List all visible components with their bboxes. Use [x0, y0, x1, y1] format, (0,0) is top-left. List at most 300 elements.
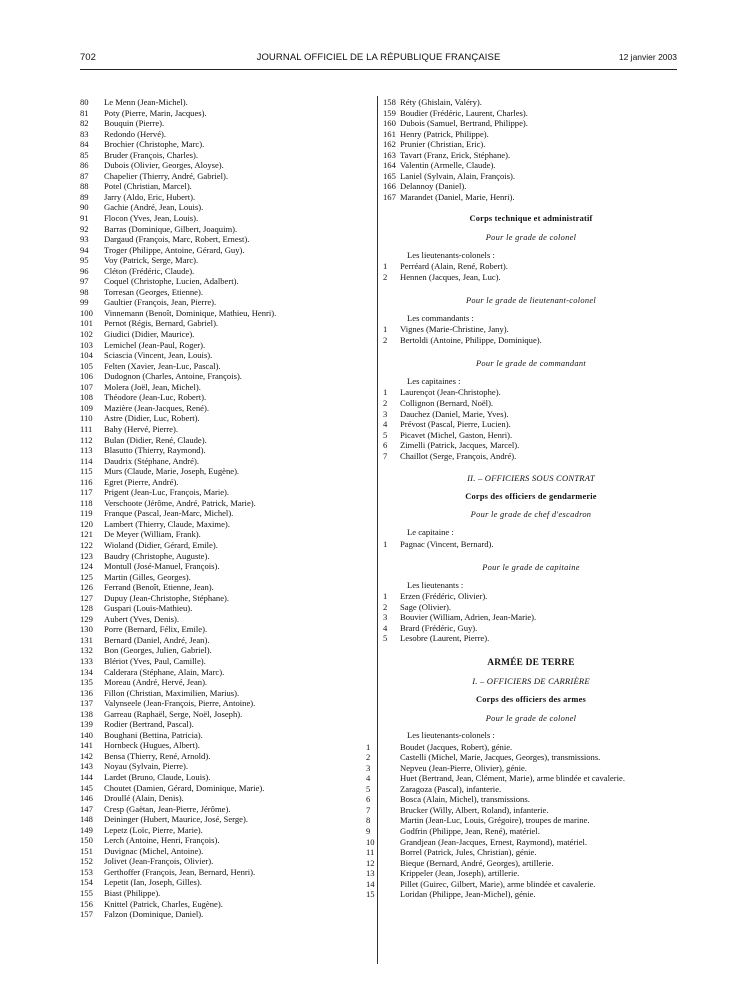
list-item-name: Borrel (Patrick, Jules, Christian), génie.: [400, 847, 537, 858]
list-item-number: 149: [80, 824, 93, 835]
list-item-name: Cléton (Frédéric, Claude).: [104, 265, 195, 276]
right-column: [366, 97, 679, 900]
list-item-name: Wioland (Didier, Gérard, Emile).: [104, 539, 218, 550]
list-item-number: 6: [366, 794, 371, 805]
list-item-name: Felten (Xavier, Jean-Luc, Pascal).: [104, 360, 221, 371]
list-item: [80, 466, 370, 477]
list-item-number: 154: [80, 877, 93, 888]
list-item-number: 147: [80, 803, 93, 814]
list-item: [80, 540, 370, 551]
list-item: [80, 213, 370, 224]
list-item: [383, 623, 679, 634]
list-item-name: Pagnac (Vincent, Bernard).: [400, 538, 494, 549]
list-item: [80, 371, 370, 382]
list-item: [80, 561, 370, 572]
column-divider: [377, 96, 378, 964]
list-item-number: 118: [80, 497, 93, 508]
list-item-number: 115: [80, 466, 93, 477]
list-item-number: 99: [80, 297, 89, 308]
list-item-number: 129: [80, 613, 93, 624]
list-item-number: 107: [80, 381, 93, 392]
list-item-name: Nepveu (Jean-Pierre, Olivier), génie.: [400, 762, 527, 773]
list-item: [383, 409, 679, 420]
list-item: [366, 878, 679, 890]
list-item-number: 121: [80, 529, 93, 540]
list-item-number: 3: [366, 762, 371, 773]
list-item-number: 9: [366, 825, 371, 836]
list-item: [383, 602, 679, 613]
list-item-name: Lemichel (Jean-Paul, Roger).: [104, 339, 206, 350]
list-sc-chef-escadron: [383, 539, 679, 550]
list-item-name: Castelli (Michel, Marie, Jacques, Georges), transmissions.: [400, 752, 601, 763]
list-item-name: Le Menn (Jean-Michel).: [104, 97, 188, 107]
list-item-name: Bieque (Bernard, André, Georges), artillerie.: [400, 857, 554, 868]
list-item-number: 7: [366, 804, 371, 815]
list-item-number: 134: [80, 666, 93, 677]
list-item: [80, 614, 370, 625]
list-item-number: 4: [366, 773, 371, 784]
list-item: [80, 793, 370, 804]
list-item-number: 151: [80, 845, 93, 856]
list-item-name: Molera (Joël, Jean, Michel).: [104, 381, 201, 392]
list-item: [80, 192, 370, 203]
list-item-number: 4: [383, 622, 388, 633]
list-item-name: Porre (Bernard, Félix, Emile).: [104, 624, 208, 635]
list-item: [80, 129, 370, 140]
list-item: [366, 773, 679, 784]
section-heading-gendarmerie: Corps des officiers de gendarmerie: [465, 491, 597, 501]
list-item-name: Gachie (André, Jean, Louis).: [104, 202, 204, 213]
list-item-name: Astre (Didier, Luc, Robert).: [104, 413, 200, 424]
list-item-name: Poty (Pierre, Marin, Jacques).: [104, 107, 207, 118]
list-item-number: 143: [80, 761, 93, 772]
list-item-number: 12: [366, 857, 375, 868]
list-item-name: Troger (Philippe, Antoine, Gérard, Guy).: [104, 244, 245, 255]
list-item-name: Calderara (Stéphane, Alain, Marc).: [104, 666, 225, 677]
list-item-number: 7: [383, 450, 388, 461]
list-item-name: Deininger (Hubert, Maurice, José, Serge).: [104, 814, 248, 825]
list-item-name: Dubois (Olivier, Georges, Aloyse).: [104, 160, 224, 171]
list-item: [383, 324, 679, 335]
grade-heading-commandant: Pour le grade de commandant: [476, 359, 586, 369]
list-item-name: Montull (José-Manuel, François).: [104, 561, 220, 572]
list-item-number: 138: [80, 708, 93, 719]
list-item-name: Laniel (Sylvain, Alain, François).: [400, 170, 516, 181]
list-item-name: Prigent (Jean-Luc, François, Marie).: [104, 487, 230, 498]
list-item: [80, 740, 370, 751]
list-item: [80, 245, 370, 256]
list-item-number: 101: [80, 318, 93, 329]
list-item-name: Boudier (Frédéric, Laurent, Charles).: [400, 107, 528, 118]
list-item: [80, 139, 370, 150]
list-item: [80, 498, 370, 509]
page-number: 702: [80, 52, 96, 63]
list-item: [80, 603, 370, 614]
list-item: [80, 519, 370, 530]
list-item-number: 2: [383, 271, 388, 282]
list-item-name: Gerthoffer (François, Jean, Bernard, Henri).: [104, 866, 256, 877]
list-item-number: 100: [80, 307, 93, 318]
list-item-number: 14: [366, 878, 375, 889]
list-item-number: 127: [80, 592, 93, 603]
list-item-name: Loridan (Philippe, Jean-Michel), génie.: [400, 889, 536, 900]
list-item: [383, 181, 679, 192]
list-item-number: 112: [80, 434, 93, 445]
list-item: [383, 261, 679, 272]
list-item-name: Martin (Jean-Luc, Louis, Grégoire), troupes de marine.: [400, 815, 590, 826]
list-item-name: Brard (Frédéric, Guy).: [400, 622, 478, 633]
list-item-number: 97: [80, 276, 89, 287]
list-item-name: Potel (Christian, Marcel).: [104, 181, 192, 192]
list-item: [366, 762, 679, 774]
list-item-name: Bahy (Hervé, Pierre).: [104, 423, 178, 434]
list-item: [383, 335, 679, 346]
list-item-name: Zaragoza (Pascal), infanterie.: [400, 783, 502, 794]
list-item: [80, 761, 370, 772]
list-item-number: 2: [383, 601, 388, 612]
list-item-number: 142: [80, 750, 93, 761]
list-item-number: 131: [80, 634, 93, 645]
list-item: [80, 392, 370, 403]
list-item-number: 13: [366, 868, 375, 879]
section-title-officiers-carriere: I. – OFFICIERS DE CARRIÈRE: [472, 676, 590, 687]
list-item-number: 156: [80, 898, 93, 909]
list-item: [383, 440, 679, 451]
list-item-name: Egret (Pierre, André).: [104, 476, 179, 487]
list-item: [80, 266, 370, 277]
list-item-name: De Meyer (William, Frank).: [104, 529, 201, 540]
list-item-name: Torresan (Georges, Etienne).: [104, 286, 203, 297]
list-sc-capitaine: [383, 591, 679, 644]
list-item-number: 1: [383, 591, 388, 602]
list-item: [383, 591, 679, 602]
list-item-name: Redondo (Hervé).: [104, 128, 167, 139]
list-item-name: Lepetz (Loïc, Pierre, Marie).: [104, 824, 203, 835]
list-item: [383, 419, 679, 430]
list-item: [383, 150, 679, 161]
list-item: [80, 719, 370, 730]
list-item-name: Lardet (Bruno, Claude, Louis).: [104, 772, 211, 782]
list-item-name: Bouvier (William, Adrien, Jean-Marie).: [400, 612, 537, 623]
list-item-name: Huet (Bertrand, Jean, Clément, Marie), arme blindée et cavalerie.: [400, 773, 626, 784]
list-item-number: 161: [383, 128, 396, 139]
list-item: [80, 698, 370, 709]
list-item-name: Théodore (Jean-Luc, Robert).: [104, 392, 207, 403]
list-item-name: Aubert (Yves, Denis).: [104, 613, 180, 624]
list-item-name: Lambert (Thierry, Claude, Maxime).: [104, 518, 230, 529]
list-item-number: 166: [383, 181, 396, 192]
list-item-number: 86: [80, 160, 89, 171]
list-item-number: 136: [80, 687, 93, 698]
list-item-number: 133: [80, 655, 93, 666]
list-item: [80, 867, 370, 878]
list-item: [80, 456, 370, 467]
list-item: [80, 624, 370, 635]
list-item: [80, 276, 370, 287]
list-item-name: Godfrin (Philippe, Jean, René), matériel.: [400, 825, 540, 836]
list-item-name: Réty (Ghislain, Valéry).: [400, 97, 482, 107]
list-item-number: 158: [383, 97, 396, 107]
list-item-number: 145: [80, 782, 93, 793]
list-item: [383, 139, 679, 150]
list-item: [366, 815, 679, 826]
list-lead: Les capitaines :: [407, 375, 461, 386]
list-item-number: 132: [80, 645, 93, 656]
list-item-name: Gaultier (François, Jean, Pierre).: [104, 297, 217, 308]
grade-heading-colonel-terre: Pour le grade de colonel: [485, 713, 577, 723]
list-lead: Le capitaine :: [407, 526, 454, 537]
list-item-name: Bouquin (Pierre).: [104, 118, 165, 129]
list-item: [383, 108, 679, 119]
list-item: [80, 181, 370, 192]
list-item-number: 91: [80, 213, 89, 224]
list-item: [80, 424, 370, 435]
list-item: [80, 150, 370, 161]
list-item-name: Valynseele (Jean-François, Pierre, Antoine).: [104, 698, 256, 709]
list-item: [383, 118, 679, 129]
list-item: [366, 857, 679, 869]
list-item-number: 120: [80, 518, 93, 529]
list-item-number: 98: [80, 286, 89, 297]
list-item: [366, 741, 679, 753]
list-item-number: 135: [80, 677, 93, 688]
list-item-number: 89: [80, 191, 89, 202]
list-item-name: Bulan (Didier, René, Claude).: [104, 434, 207, 445]
section-heading-officiers-armes: Corps des officiers des armes: [475, 694, 586, 704]
list-item-name: Franque (Pascal, Jean-Marc, Michel).: [104, 508, 234, 519]
list-item: [383, 451, 679, 462]
list-item: [80, 709, 370, 720]
list-item: [80, 445, 370, 456]
list-item-name: Lerch (Antoine, Henri, François).: [104, 835, 220, 846]
list-item-name: Baudry (Christophe, Auguste).: [104, 550, 210, 561]
list-item: [80, 825, 370, 836]
list-item-name: Picavet (Michel, Gaston, Henri).: [400, 429, 513, 440]
list-item-name: Fillon (Christian, Maximilien, Marius).: [104, 687, 240, 698]
section-title-armee-de-terre: ARMÉE DE TERRE: [487, 657, 575, 668]
list-item: [80, 856, 370, 867]
list-item-number: 96: [80, 265, 89, 276]
list-item-name: Cresp (Gaëtan, Jean-Pierre, Jérôme).: [104, 803, 231, 814]
list-item-number: 8: [366, 815, 371, 826]
list-item-name: Ferrand (Benoît, Etienne, Jean).: [104, 582, 214, 593]
list-item: [383, 633, 679, 644]
list-item: [80, 435, 370, 446]
list-item-number: 113: [80, 445, 93, 456]
list-item: [80, 361, 370, 372]
list-item: [80, 593, 370, 604]
list-item-number: 11: [366, 847, 375, 858]
list-item: [80, 645, 370, 656]
list-item-number: 152: [80, 856, 93, 867]
list-item-number: 140: [80, 729, 93, 740]
list-item-name: Dargaud (François, Marc, Robert, Ernest).: [104, 234, 250, 245]
grade-heading-capitaine: Pour le grade de capitaine: [482, 563, 580, 573]
list-item-name: Collignon (Bernard, Noël).: [400, 398, 494, 409]
list-item-number: 88: [80, 181, 89, 192]
list-item-number: 123: [80, 550, 93, 561]
list-item: [80, 97, 370, 108]
list-item-number: 165: [383, 170, 396, 181]
list-item: [80, 413, 370, 424]
list-item-number: 5: [383, 633, 388, 644]
list-item-number: 157: [80, 909, 93, 920]
list-item-number: 124: [80, 561, 93, 572]
list-item-name: Brochier (Christophe, Marc).: [104, 139, 205, 150]
list-item: [383, 539, 679, 550]
list-item-name: Knittel (Patrick, Charles, Eugène).: [104, 898, 223, 909]
list-lead: Les lieutenants-colonels :: [407, 249, 495, 260]
section-heading-corps-technique: Corps technique et administratif: [469, 214, 593, 224]
list-item-number: 15: [366, 889, 375, 900]
list-item: [366, 847, 679, 858]
list-item-name: Garreau (Raphaël, Serge, Noël, Joseph).: [104, 708, 243, 719]
list-item: [80, 846, 370, 857]
list-item-name: Giudici (Didier, Maurice).: [104, 329, 195, 340]
list-item-name: Rodier (Bertrand, Pascal).: [104, 719, 194, 730]
list-item: [80, 171, 370, 182]
list-item: [80, 318, 370, 329]
list-item: [366, 783, 679, 795]
list-item-name: Mazière (Jean-Jacques, René).: [104, 402, 209, 413]
list-item-name: Lesobre (Laurent, Pierre).: [400, 633, 490, 644]
list-item-number: 1: [383, 324, 388, 335]
list-item-number: 83: [80, 128, 89, 139]
list-item-number: 80: [80, 97, 89, 107]
list-item-name: Valentin (Armelle, Claude).: [400, 160, 496, 171]
section-title-sous-contrat: II. – OFFICIERS SOUS CONTRAT: [467, 473, 595, 484]
list-item-name: Coquel (Christophe, Lucien, Adalbert).: [104, 276, 239, 287]
list-ct-commandant: [383, 387, 679, 461]
list-item-number: 111: [80, 423, 93, 434]
list-item-name: Dudognon (Charles, Antoine, François).: [104, 371, 242, 382]
list-item-number: 108: [80, 392, 93, 403]
list-item: [80, 403, 370, 414]
list-item: [383, 171, 679, 182]
list-item-name: Moreau (André, Hervé, Jean).: [104, 677, 208, 688]
list-item-number: 105: [80, 360, 93, 371]
list-item-number: 3: [383, 612, 388, 623]
list-ct-lieutenant-colonel: [383, 324, 679, 345]
list-item-number: 153: [80, 866, 93, 877]
list-item: [383, 387, 679, 398]
list-item-name: Prunier (Christian, Eric).: [400, 139, 486, 150]
header-rule: [80, 69, 677, 70]
list-item: [80, 909, 370, 920]
list-item: [80, 814, 370, 825]
list-terre-colonel: [366, 741, 679, 900]
list-item-name: Perréard (Alain, René, Robert).: [400, 261, 508, 272]
list-item-name: Choutet (Damien, Gérard, Dominique, Marie).: [104, 782, 265, 793]
list-item-number: 163: [383, 149, 396, 160]
list-item-number: 1: [366, 741, 371, 752]
list-item: [383, 129, 679, 140]
left-column: [80, 97, 370, 920]
list-item: [366, 804, 679, 816]
list-item: [80, 677, 370, 688]
list-lead: Les lieutenants-colonels :: [407, 730, 495, 741]
list-item-name: Flocon (Yves, Jean, Louis).: [104, 213, 199, 224]
list-item: [80, 224, 370, 235]
list-item-number: 84: [80, 139, 89, 150]
list-item-number: 146: [80, 793, 93, 804]
list-item-name: Noyau (Sylvain, Pierre).: [104, 761, 189, 772]
list-item-name: Pernot (Régis, Bernard, Gabriel).: [104, 318, 219, 329]
list-item-number: 1: [383, 538, 388, 549]
list-item-number: 106: [80, 371, 93, 382]
list-item: [80, 899, 370, 910]
list-item-number: 122: [80, 539, 93, 550]
list-item: [80, 202, 370, 213]
list-item-name: Pillet (Guirec, Gilbert, Marie), arme blindée et cavalerie.: [400, 878, 596, 889]
list-item-number: 92: [80, 223, 89, 234]
list-item: [383, 430, 679, 441]
list-item-number: 155: [80, 888, 93, 899]
list-item-number: 90: [80, 202, 89, 213]
list-item-name: Jolivet (Jean-François, Olivier).: [104, 856, 214, 867]
list-item: [80, 551, 370, 562]
list-item: [80, 783, 370, 794]
list-item-name: Laurençot (Jean-Christophe).: [400, 387, 501, 398]
list-item: [80, 730, 370, 741]
list-item-number: 93: [80, 234, 89, 245]
list-continued: [383, 97, 679, 202]
list-item-name: Blériot (Yves, Paul, Camille).: [104, 655, 206, 666]
list-item-number: 109: [80, 402, 93, 413]
list-item-name: Guspari (Louis-Mathieu).: [104, 603, 193, 614]
list-item-number: 1: [383, 387, 388, 398]
list-ct-colonel: [383, 261, 679, 282]
list-item: [80, 234, 370, 245]
list-item-number: 167: [383, 191, 396, 202]
list-item-name: Erzen (Frédéric, Olivier).: [400, 591, 488, 602]
list-item-name: Grandjean (Jean-Jacques, Ernest, Raymond), matériel.: [400, 836, 588, 847]
list-item-name: Barras (Dominique, Gilbert, Joaquim).: [104, 223, 238, 234]
list-item-name: Biast (Philippe).: [104, 888, 161, 899]
list-item-number: 6: [383, 440, 388, 451]
list-item: [80, 350, 370, 361]
list-item-number: 2: [383, 398, 388, 409]
list-item-name: Sciascia (Vincent, Jean, Louis).: [104, 350, 213, 361]
list-item: [80, 382, 370, 393]
list-item: [80, 287, 370, 298]
grade-heading-colonel: Pour le grade de colonel: [485, 233, 577, 243]
list-item: [80, 477, 370, 488]
list-item-name: Vignes (Marie-Christine, Jany).: [400, 324, 509, 335]
list-item-name: Delannoy (Daniel).: [400, 181, 467, 192]
list-item: [366, 836, 679, 848]
list-item-number: 95: [80, 255, 89, 266]
list-item-number: 102: [80, 329, 93, 340]
list-item-number: 2: [366, 752, 371, 763]
list-item-number: 162: [383, 139, 396, 150]
list-item: [80, 772, 370, 783]
list-item-name: Marandet (Daniel, Marie, Henri).: [400, 191, 515, 202]
list-item-name: Vinnemann (Benoît, Dominique, Mathieu, Henri).: [104, 307, 277, 318]
list-item: [80, 877, 370, 888]
list-item: [80, 835, 370, 846]
list-item-number: 103: [80, 339, 93, 350]
list-item-name: Zimelli (Patrick, Jacques, Marcel).: [400, 440, 520, 451]
list-item: [383, 97, 679, 108]
list-item: [80, 108, 370, 119]
list-item-name: Dupuy (Jean-Christophe, Stéphane).: [104, 592, 230, 603]
list-item: [80, 572, 370, 583]
list-item-name: Dubois (Samuel, Bertrand, Philippe).: [400, 118, 528, 129]
list-item: [366, 794, 679, 805]
list-item: [383, 272, 679, 283]
list-item-number: 144: [80, 772, 93, 782]
